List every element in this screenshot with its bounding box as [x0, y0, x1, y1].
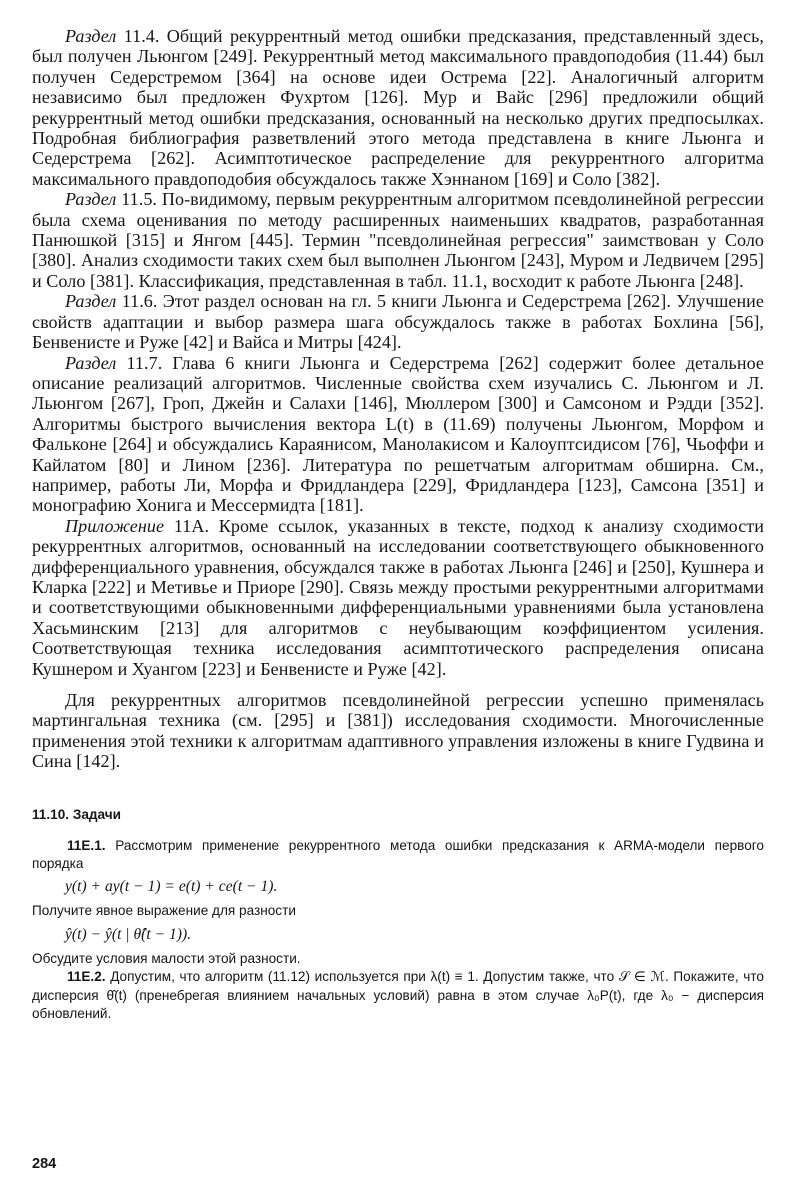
section-title: 11.10. Задачи — [32, 806, 121, 822]
paragraph-text: 11.5. По-видимому, первым рекуррентным алгоритмом псевдолинейной регрессии была схема оценивания по методу расширенных наименьших квадратов, разработанная Панюшкой [315] и Янгом [445]. Термин "псевдолинейная регрессия" заимствован у Соло [380]. Анализ сходимости таких схем был выполнен Льюнгом [243], Муром и Ледвичем [295] и Соло [381]. Классификация, представленная в табл. 11.1, восходит к работе Льюнга [248]. — [32, 189, 764, 291]
paragraph-lead: Раздел — [65, 291, 117, 312]
task-11e1 — [32, 837, 764, 874]
task-text: Допустим, что алгоритм (11.12) используется при λ(t) ≡ 1. Допустим также, что 𝒮 ∈ ℳ. Покажите, что дисперсия θ̂(t) (пренебрегая влиянием начальных условий) равна в этом случае λ₀P(t), где λ₀ − дисперсия обновлений. — [32, 969, 764, 1022]
paragraph-section-11-6 — [32, 291, 764, 352]
paragraph-text: 11.4. Общий рекуррентный метод ошибки предсказания, представленный здесь, был получен Льюнгом [249]. Рекуррентный метод максимального правдоподобия (11.44) был получен Седерстремом [364] на основе идеи Острема [22]. Аналогичный алгоритм независимо был предложен Фухртом [126]. Мур и Вайс [296] предложили общий рекуррентный метод ошибки предсказания, основанный на несколько других предпосылках. Подробная библиография разветвлений этого метода представлена в книге Льюнга и Седерстрема [262]. Асимптотическое распределение для рекуррентного алгоритма максимального правдоподобия обсуждалось также Хэннаном [169] и Соло [382]. — [32, 26, 764, 189]
task-11e1-text3: Обсудите условия малости этой разности. — [32, 950, 301, 966]
paragraph-lead: Раздел — [65, 189, 117, 210]
paragraph-text: 11.7. Глава 6 книги Льюнга и Седерстрема [262] содержит более детальное описание реализаций алгоритмов. Численные свойства схем изучались С. Льюнгом и Л. Льюнгом [267], Гроп, Джейн и Салахи [146], Мюллером [300] и Самсоном и Рэдди [352]. Алгоритмы быстрого вычисления вектора L(t) в (11.69) получены Льюнгом, Морфом и Фальконе [264] и обсуждались Караянисом, Манолакисом и Калоуптсидисом [76], Чьоффи и Кайлатом [80] и Лином [236]. Литература по решетчатым алгоритмам обширна. См., например, работы Ли, Морфа и Фридландера [229], Фридландера [123], Самсона [351] и монографию Хонига и Мессермидта [181]. — [32, 352, 764, 516]
task-11e1-text2: Получите явное выражение для разности — [32, 903, 296, 919]
paragraph-section-11-5 — [32, 189, 764, 291]
paragraph-lead: Раздел — [65, 352, 117, 373]
paragraph-text: 11А. Кроме ссылок, указанных в тексте, подход к анализу сходимости рекуррентных алгоритмов, основанный на исследовании соответствующего обыкновенного дифференциального уравнения, обсуждался также в работах Льюнга [246] и [250], Кушнера и Кларка [222] и Метивье и Приоре [290]. Связь между простыми рекуррентными алгоритмами и соответствующими обыкновенными дифференциальными уравнениями была установлена Хасьминским [213] для алгоритмов с неубывающим коэффициентом усиления. Соответствующая техника исследования асимптотического распределения описана Кушнером и Хуангом [223] и Бенвенисте и Руже [42]. — [32, 515, 764, 679]
paragraph-appendix-11a — [32, 516, 764, 679]
paragraph-lead: Приложение — [65, 515, 165, 536]
equation-difference: ŷ(t) − ŷ(t | θ̂(t − 1)). — [65, 925, 192, 943]
task-11e2 — [32, 968, 764, 1023]
page-content — [32, 26, 764, 1023]
paragraph-section-11-7 — [32, 353, 764, 516]
paragraph-text: Для рекуррентных алгоритмов псевдолинейной регрессии успешно применялась мартингальная техника (см. [295] и [381]) исследования сходимости. Многочисленные применения этой техники к алгоритмам адаптивного управления изложены в книге Гудвина и Сина [142]. — [32, 690, 764, 772]
paragraph-section-11-4 — [32, 26, 764, 189]
paragraph-lead: Раздел — [65, 26, 117, 46]
equation-arma: y(t) + ay(t − 1) = e(t) + ce(t − 1). — [65, 878, 278, 896]
task-number: 11E.1. — [67, 837, 106, 853]
task-number: 11E.2. — [67, 969, 106, 985]
paragraph-text: 11.6. Этот раздел основан на гл. 5 книги Льюнга и Седерстрема [262]. Улучшение свойств адаптации и выбор размера шага обсуждалось также в работах Бохлина [56], Бенвенисте и Руже [42] и Вайса и Митры [424]. — [32, 291, 764, 353]
task-text: Рассмотрим применение рекуррентного метода ошибки предсказания к ARMA-модели первого порядка — [32, 837, 764, 872]
page-number: 284 — [32, 1156, 57, 1172]
paragraph-pseudolinear — [32, 690, 764, 772]
